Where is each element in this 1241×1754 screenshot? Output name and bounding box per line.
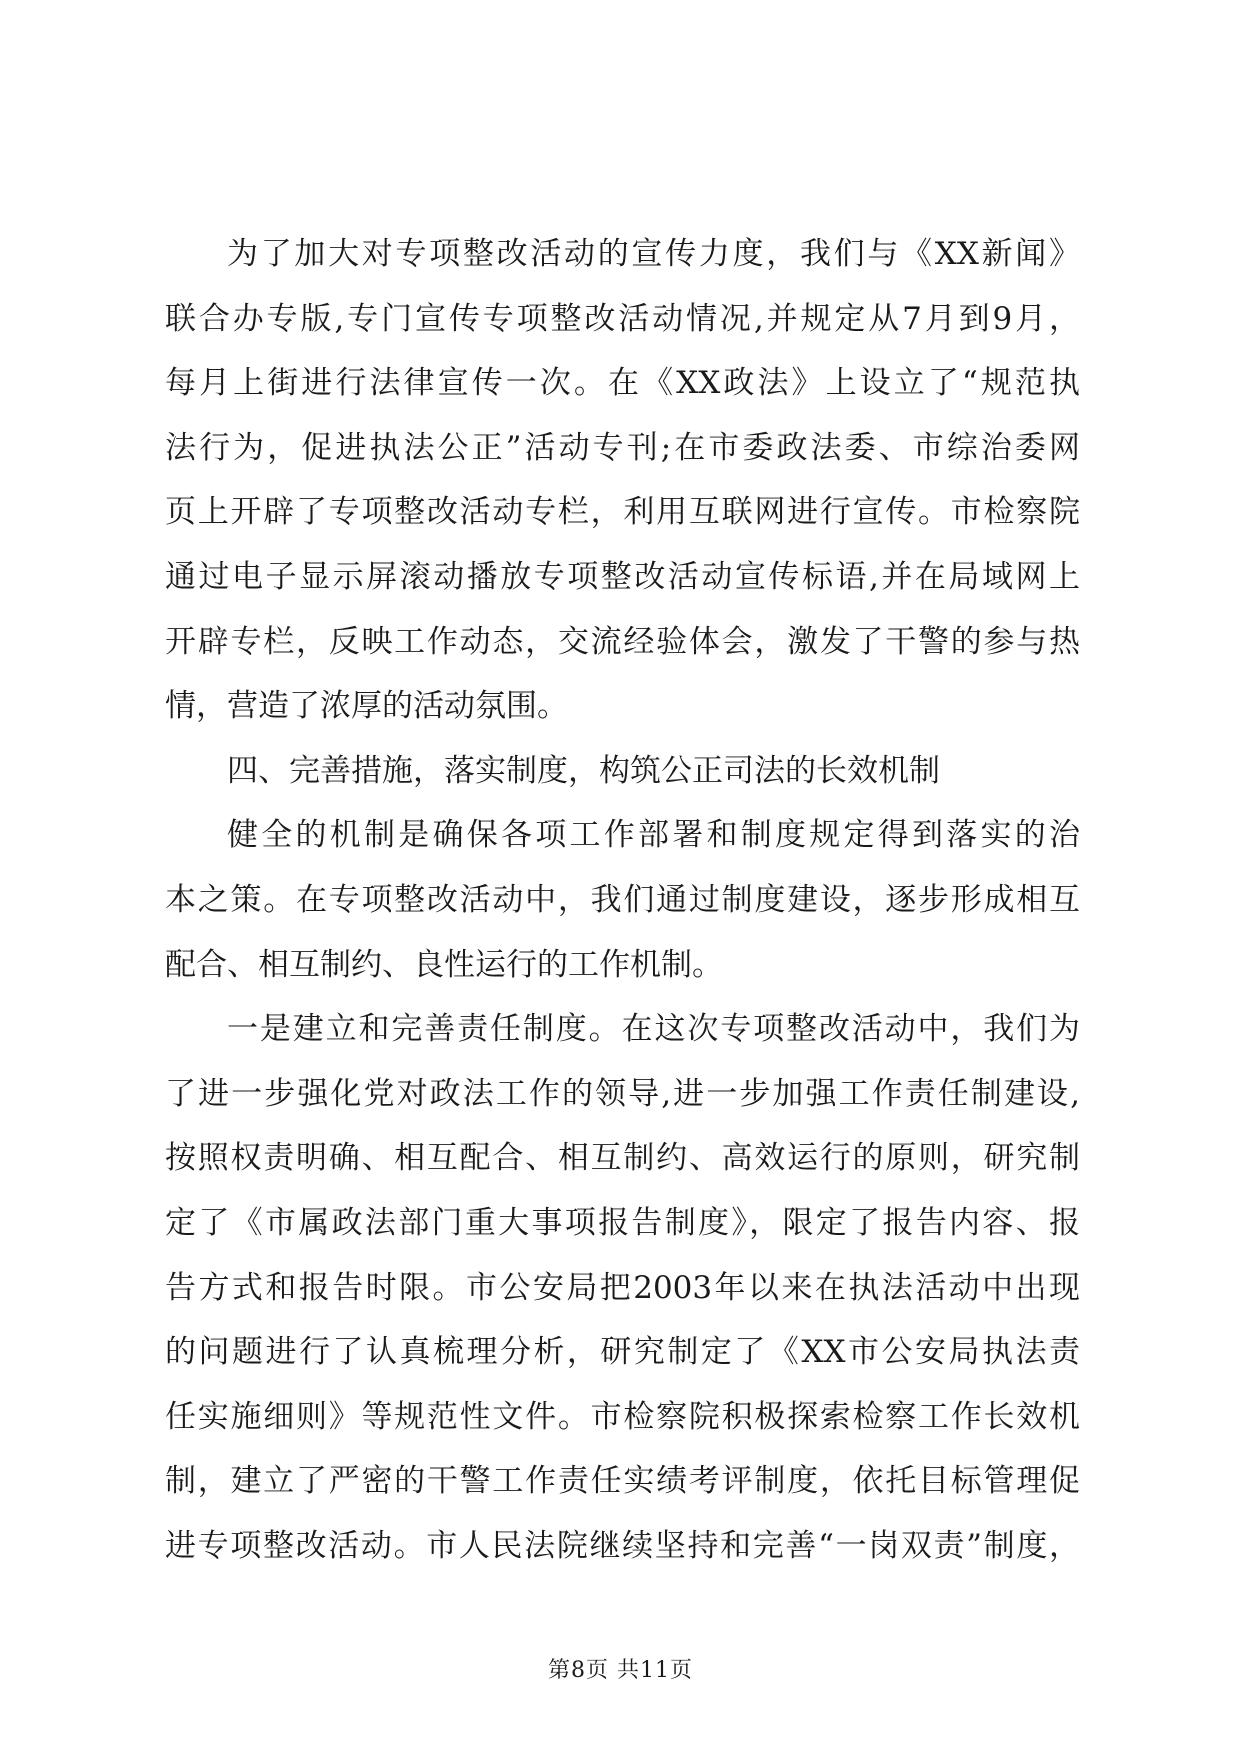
text-line: 法行为，促进执法公正”活动专刊;在市委政法委、市综治委网 <box>165 429 1080 466</box>
text-line: 了进一步强化党对政法工作的领导,进一步加强工作责任制建设, <box>165 1075 1080 1112</box>
document-body <box>165 222 1080 1578</box>
text-line: 配合、相互制约、良性运行的工作机制。 <box>165 946 723 983</box>
text-line: 每月上街进行法律宣传一次。在《XX政法》上设立了“规范执 <box>165 365 1080 402</box>
text-line: 的问题进行了认真梳理分析，研究制定了《XX市公安局执法责 <box>165 1334 1080 1371</box>
text-line: 任实施细则》等规范性文件。市检察院积极探索检察工作长效机 <box>165 1398 1080 1435</box>
text-line: 为了加大对专项整改活动的宣传力度，我们与《XX新闻》 <box>227 236 1080 272</box>
page-number-footer: 第8页 共11页 <box>548 1658 693 1683</box>
text-line: 四、完善措施，落实制度，构筑公正司法的长效机制 <box>227 752 940 789</box>
text-line: 定了《市属政法部门重大事项报告制度》，限定了报告内容、报 <box>165 1204 1080 1241</box>
text-line: 制，建立了严密的干警工作责任实绩考评制度，依托目标管理促 <box>165 1463 1080 1500</box>
text-line: 按照权责明确、相互配合、相互制约、高效运行的原则，研究制 <box>165 1140 1080 1177</box>
text-line: 页上开辟了专项整改活动专栏，利用互联网进行宣传。市检察院 <box>165 494 1080 531</box>
text-line: 本之策。在专项整改活动中，我们通过制度建设，逐步形成相互 <box>165 881 1080 918</box>
text-line: 进专项整改活动。市人民法院继续坚持和完善“一岗双责”制度， <box>165 1527 1080 1564</box>
text-line: 通过电子显示屏滚动播放专项整改活动宣传标语,并在局域网上 <box>165 558 1080 595</box>
text-line: 一是建立和完善责任制度。在这次专项整改活动中，我们为 <box>227 1011 1080 1048</box>
text-line: 情，营造了浓厚的活动氛围。 <box>165 688 568 725</box>
text-line: 联合办专版,专门宣传专项整改活动情况,并规定从7月到9月， <box>165 300 1080 337</box>
text-line: 开辟专栏，反映工作动态，交流经验体会，激发了干警的参与热 <box>165 623 1080 660</box>
text-line: 告方式和报告时限。市公安局把2003年以来在执法活动中出现 <box>165 1269 1080 1306</box>
text-line: 健全的机制是确保各项工作部署和制度规定得到落实的治 <box>227 817 1080 854</box>
